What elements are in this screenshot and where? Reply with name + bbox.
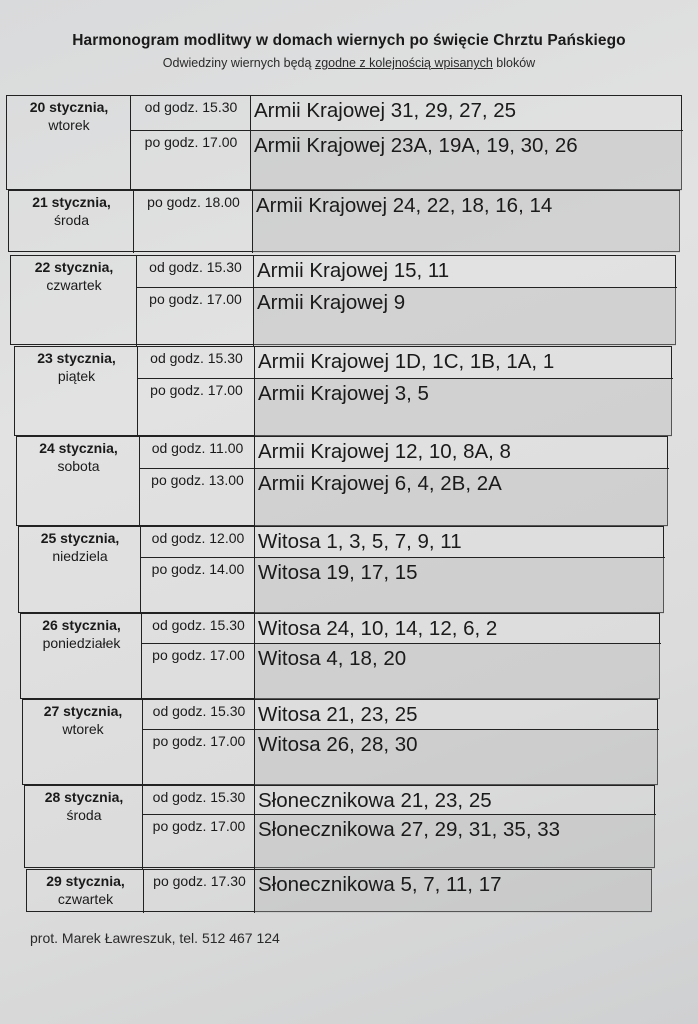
address-cell: Słonecznikowa 5, 7, 11, 17 [255, 870, 652, 913]
day-cell [9, 191, 134, 253]
day-weekday: środa [66, 807, 102, 823]
address-cell: Armii Krajowej 12, 10, 8A, 8 [258, 440, 511, 463]
time-cell: od godz. 11.00 [151, 440, 244, 456]
time-cell: po godz. 17.00 [150, 382, 243, 398]
time-cell: po godz. 17.00 [149, 291, 242, 307]
day-block [16, 436, 668, 526]
subtitle-prefix: Odwiedziny wiernych będą [162, 56, 315, 70]
time-cell: po godz. 17.00 [152, 647, 245, 663]
day-block [14, 346, 672, 436]
day-block [8, 190, 680, 252]
time-cell: od godz. 12.00 [151, 530, 245, 546]
day-date: 21 stycznia, [32, 194, 111, 210]
day-block [20, 613, 660, 699]
day-date: 24 stycznia, [39, 440, 118, 456]
address-cell: Słonecznikowa 27, 29, 31, 35, 33 [255, 815, 655, 869]
day-weekday: niedziela [52, 548, 108, 564]
time-cell: od godz. 15.30 [152, 617, 245, 633]
day-block [6, 95, 682, 190]
day-date: 25 stycznia, [40, 530, 120, 546]
address-cell: Armii Krajowej 24, 22, 18, 16, 14 [253, 191, 680, 253]
subtitle-suffix: bloków [492, 56, 536, 70]
time-cell: od godz. 15.30 [144, 99, 238, 115]
address-cell: Słonecznikowa 21, 23, 25 [258, 789, 492, 812]
address-cell: Armii Krajowej 31, 29, 27, 25 [254, 99, 517, 122]
page-title: Harmonogram modlitwy w domach wiernych po święcie Chrztu Pańskiego [72, 32, 626, 49]
address-cell: Witosa 26, 28, 30 [255, 730, 658, 786]
day-cell [11, 256, 137, 346]
footer-contact: prot. Marek Ławreszuk, tel. 512 467 124 [30, 930, 280, 946]
address-cell: Armii Krajowej 9 [254, 288, 676, 346]
day-block [24, 785, 655, 868]
day-cell [15, 347, 138, 437]
day-weekday: środa [53, 212, 90, 228]
address-cell: Armii Krajowej 23A, 19A, 19, 30, 26 [251, 131, 682, 191]
time-cell: po godz. 14.00 [151, 561, 245, 577]
address-cell: Armii Krajowej 6, 4, 2B, 2A [255, 469, 668, 527]
day-date: 28 stycznia, [44, 789, 124, 805]
day-date: 22 stycznia, [34, 259, 114, 275]
day-block [18, 526, 664, 613]
address-cell: Witosa 21, 23, 25 [258, 703, 418, 726]
time-cell: od godz. 15.30 [150, 350, 243, 366]
day-block [22, 699, 658, 785]
day-cell [23, 700, 143, 786]
subtitle-underlined: zgodne z kolejnością wpisanych [314, 56, 493, 70]
time-cell: od godz. 15.30 [152, 703, 246, 719]
address-cell: Witosa 1, 3, 5, 7, 9, 11 [258, 530, 462, 553]
page-subtitle [0, 56, 698, 70]
time-cell: po godz. 13.00 [151, 472, 244, 488]
day-cell [21, 614, 142, 700]
day-weekday: sobota [57, 458, 100, 474]
day-cell [19, 527, 141, 614]
time-cell: od godz. 15.30 [149, 259, 242, 275]
time-cell: po godz. 17.00 [152, 818, 246, 834]
day-cell [7, 96, 131, 191]
day-block [26, 869, 652, 912]
time-cell: od godz. 15.30 [152, 789, 246, 805]
address-cell: Armii Krajowej 15, 11 [257, 259, 450, 282]
day-weekday: czwartek [46, 277, 102, 293]
day-date: 27 stycznia, [43, 703, 123, 719]
address-cell: Witosa 19, 17, 15 [255, 558, 664, 614]
day-cell [17, 437, 140, 527]
address-cell: Armii Krajowej 1D, 1C, 1B, 1A, 1 [258, 350, 555, 373]
time-cell: po godz. 18.00 [147, 194, 240, 210]
time-cell: po godz. 17.00 [152, 733, 246, 749]
day-weekday: czwartek [57, 891, 114, 907]
day-cell [25, 786, 143, 869]
day-weekday: wtorek [48, 117, 90, 133]
address-cell: Witosa 24, 10, 14, 12, 6, 2 [258, 617, 498, 640]
address-cell: Witosa 4, 18, 20 [255, 644, 660, 700]
day-date: 23 stycznia, [37, 350, 116, 366]
time-cell: po godz. 17.30 [153, 873, 246, 889]
day-cell [27, 870, 144, 913]
address-cell: Armii Krajowej 3, 5 [255, 379, 672, 437]
day-block [10, 255, 676, 345]
day-date: 26 stycznia, [42, 617, 121, 633]
day-weekday: piątek [57, 368, 96, 384]
day-weekday: wtorek [62, 721, 104, 737]
day-weekday: poniedziałek [42, 635, 121, 651]
time-cell: po godz. 17.00 [144, 134, 238, 150]
day-date: 29 stycznia, [46, 873, 125, 889]
day-date: 20 stycznia, [29, 99, 109, 115]
